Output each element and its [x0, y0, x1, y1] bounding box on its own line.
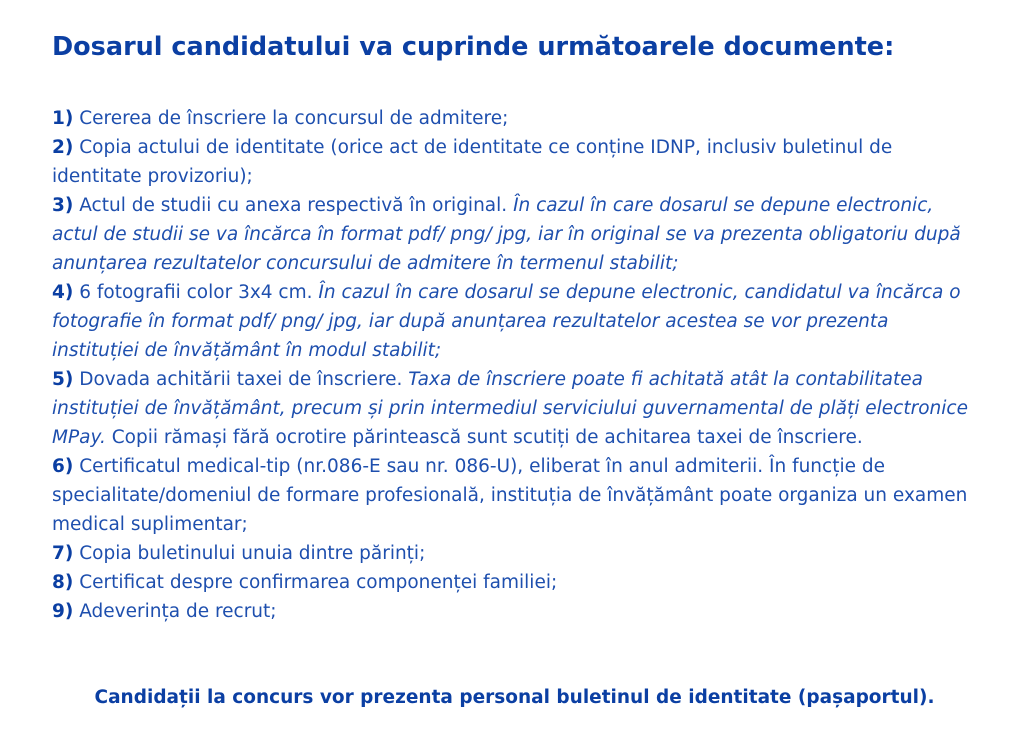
item-tail: Copii rămași fără ocrotire părintească sunt scutiți de achitarea taxei de înscriere.	[111, 427, 863, 448]
list-item	[52, 278, 977, 365]
page-title: Dosarul candidatului va cuprinde următoarele documente:	[52, 32, 895, 62]
item-text: Certificatul medical-tip (nr.086-E sau nr. 086-U), eliberat în anul admiterii. În funcție de specialitate/domeniul de formare profesională, instituția de învățământ poate organiza un examen medical suplimentar;	[52, 456, 968, 535]
item-note: În cazul în care dosarul se depune electronic, actul de studii se va încărca în format pdf/ png/ jpg, iar în original se va prezenta obligatoriu după anunțarea rezultatelor concursului de admitere în termenul stabilit;	[52, 195, 961, 274]
item-text: Dovada achitării taxei de înscriere.	[79, 369, 403, 390]
item-number: 5)	[52, 369, 74, 390]
item-text: Cererea de înscriere la concursul de admitere;	[79, 108, 509, 129]
item-text: Adeverința de recrut;	[79, 601, 277, 622]
item-number: 1)	[52, 108, 74, 129]
list-item	[52, 452, 977, 539]
item-number: 3)	[52, 195, 74, 216]
item-note: Taxa de înscriere poate fi achitată atât la contabilitatea instituției de învățământ, precum și prin intermediul serviciului guvernamental de plăți electronice MPay.	[52, 369, 968, 448]
item-number: 4)	[52, 282, 74, 303]
list-item	[52, 365, 977, 452]
documents-list	[52, 104, 977, 626]
item-number: 7)	[52, 543, 74, 564]
item-number: 9)	[52, 601, 74, 622]
list-item	[52, 191, 977, 278]
item-number: 2)	[52, 137, 74, 158]
list-item	[52, 539, 977, 568]
item-number: 8)	[52, 572, 74, 593]
item-text: Copia actului de identitate (orice act de identitate ce conține IDNP, inclusiv buletinul de identitate provizoriu);	[52, 137, 893, 187]
list-item	[52, 104, 977, 133]
item-text: 6 fotografii color 3x4 cm.	[79, 282, 313, 303]
closing-note: Candidații la concurs vor prezenta personal buletinul de identitate (pașaportul).	[94, 687, 935, 708]
list-item	[52, 597, 977, 626]
item-text: Actul de studii cu anexa respectivă în original.	[79, 195, 508, 216]
list-item	[52, 568, 977, 597]
item-number: 6)	[52, 456, 74, 477]
list-item	[52, 133, 977, 191]
item-text: Certificat despre confirmarea componenței familiei;	[79, 572, 558, 593]
item-text: Copia buletinului unuia dintre părinți;	[79, 543, 426, 564]
item-note: În cazul în care dosarul se depune electronic, candidatul va încărca o fotografie în format pdf/ png/ jpg, iar după anunțarea rezultatelor acestea se vor prezenta instituției de învățământ în modul stabilit;	[52, 282, 961, 361]
